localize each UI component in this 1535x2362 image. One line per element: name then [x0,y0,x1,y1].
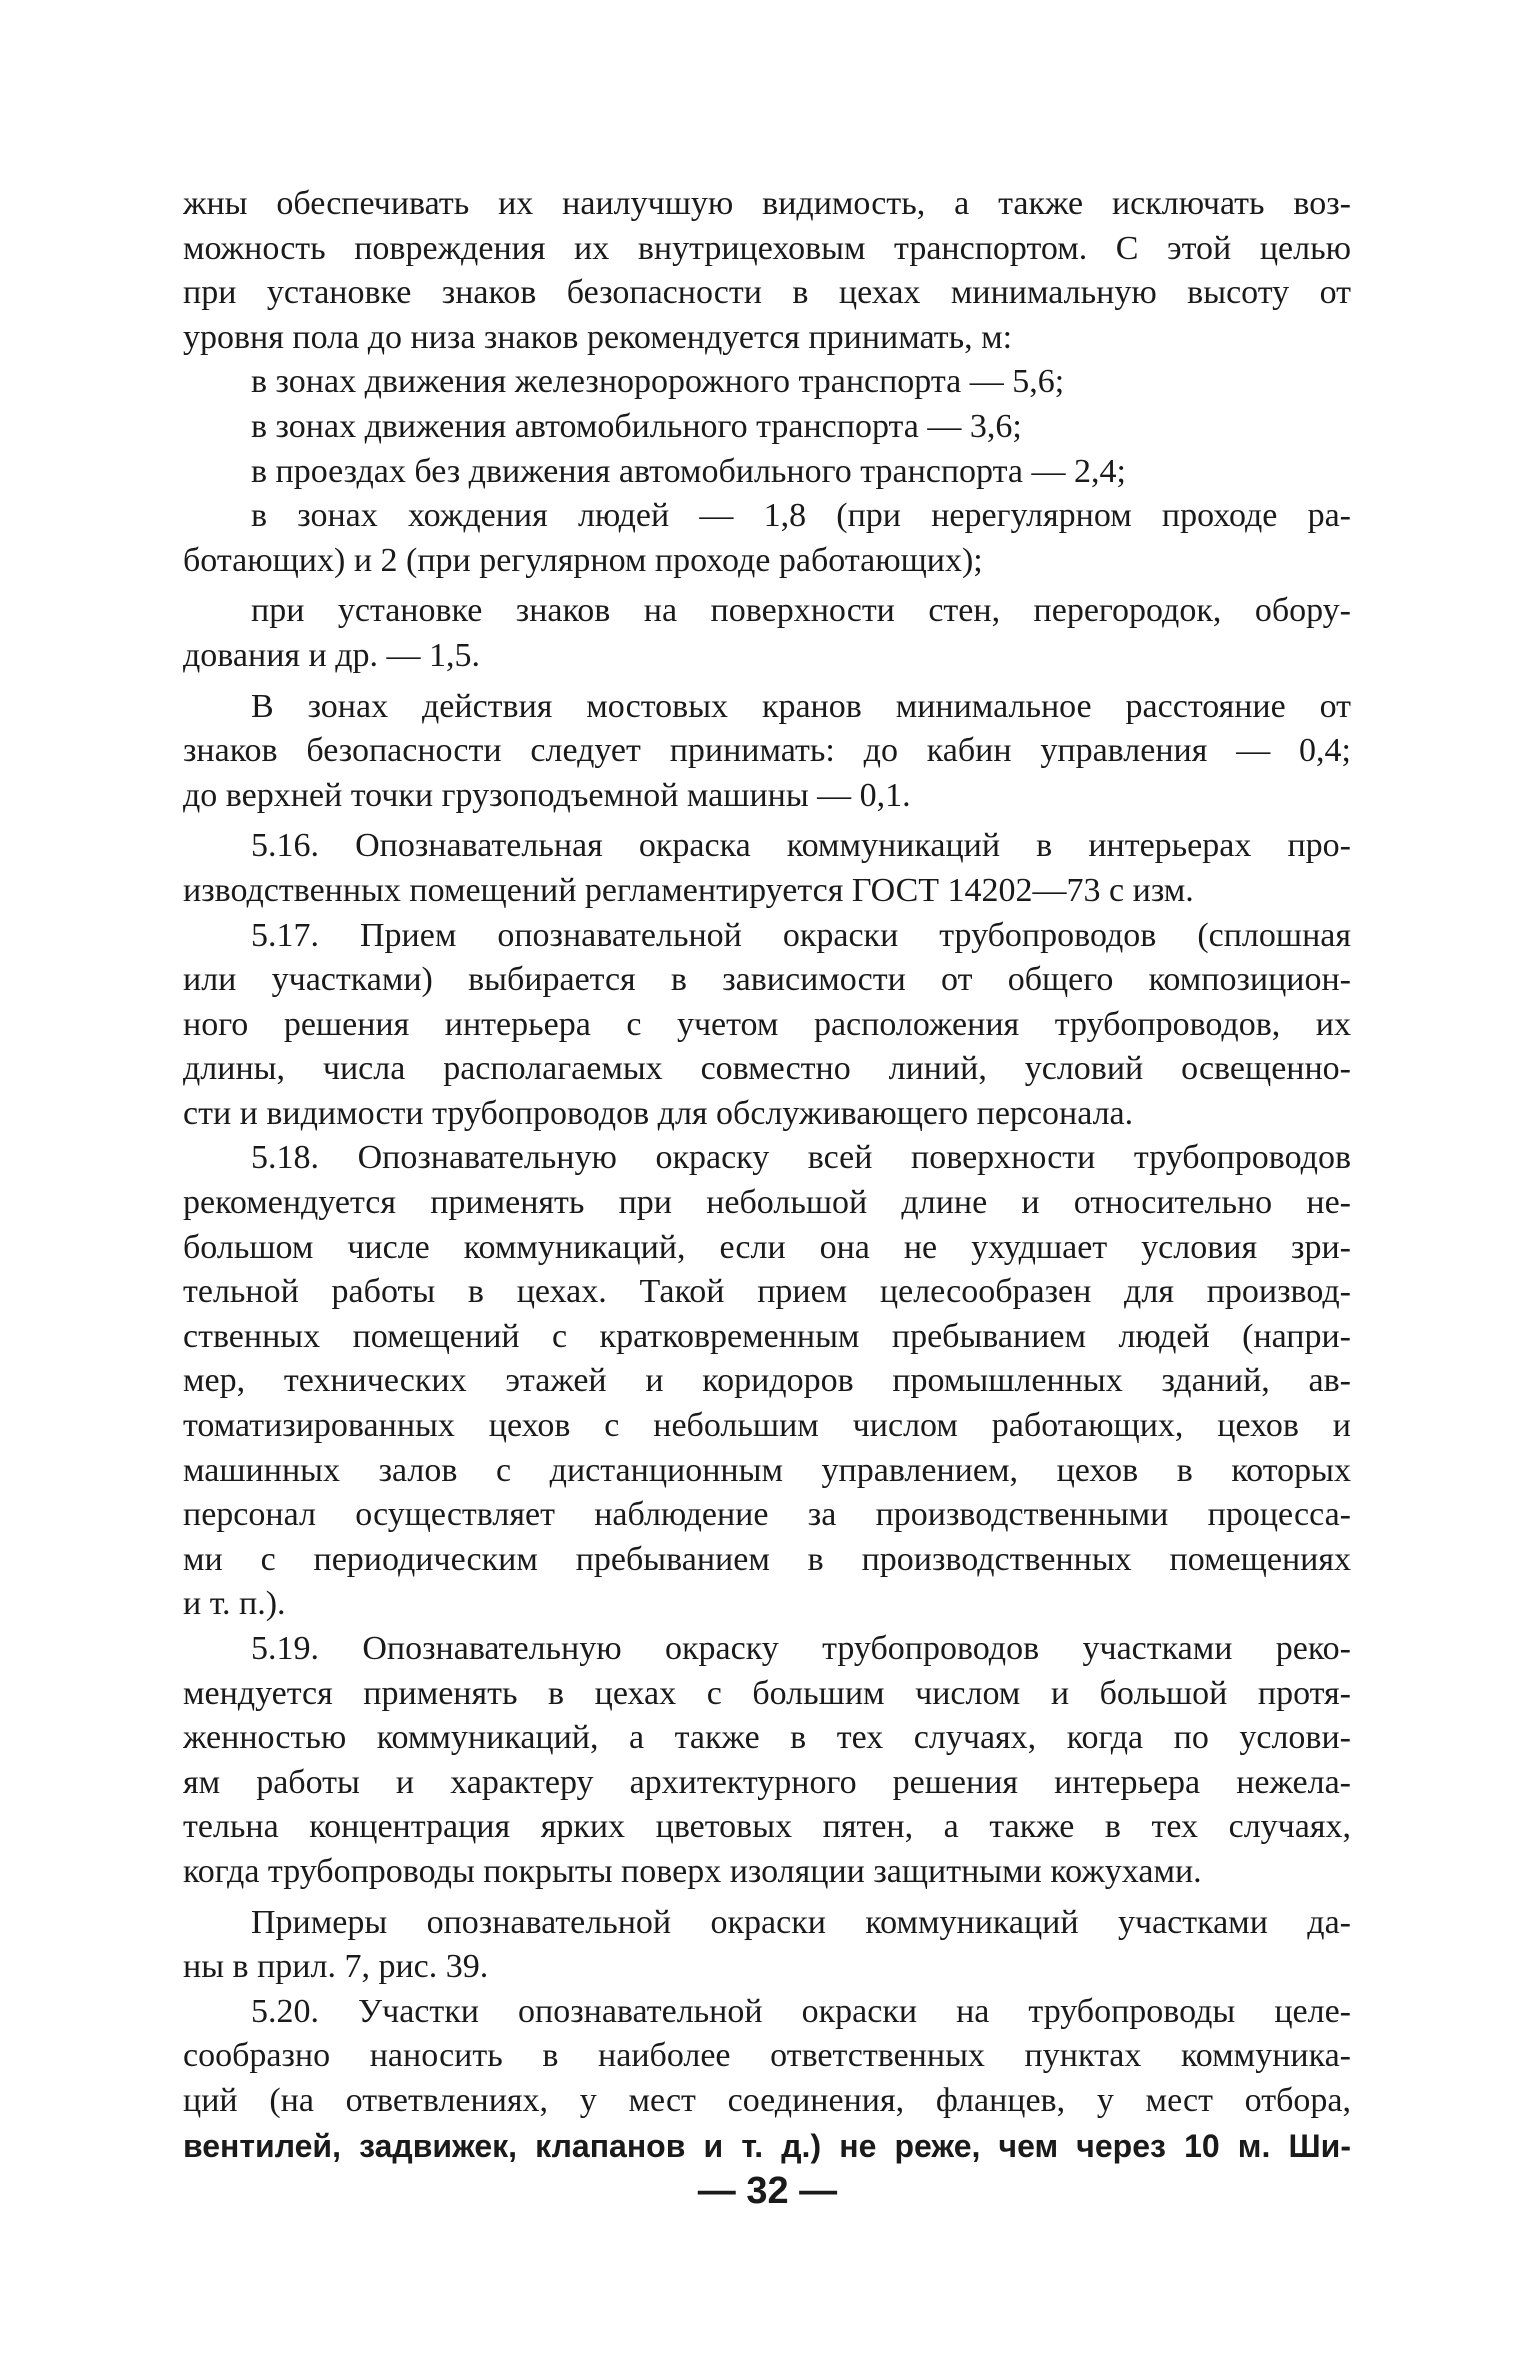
text-line: при установке знаков на поверхности стен, перегородок, обору- [251,592,1351,630]
text-line: можность повреждения их внутрицеховым транспортом. С этой целью [183,229,1351,267]
text-line: ны в прил. 7, рис. 39. [183,1948,489,1986]
text-line: рекомендуется применять при небольшой длине и относительно не- [183,1184,1351,1222]
list-item-walls [183,589,1351,678]
text-line: когда трубопроводы покрыты поверх изоляции защитными кожухами. [183,1852,1202,1890]
text-line: персонал осуществляет наблюдение за производственными процесса- [183,1496,1351,1534]
paragraph-5-17 [183,914,1351,1137]
text-line: или участками) выбирается в зависимости от общего композицион- [183,961,1351,999]
text-line: Примеры опознавательной окраски коммуникаций участками да- [251,1903,1351,1941]
text-line: томатизированных цехов с небольшим числом работающих, цехов и [183,1407,1351,1445]
text-line: женностью коммуникаций, а также в тех случаях, когда по услови- [183,1719,1351,1757]
text-line: 5.16. Опознавательная окраска коммуникаций в интерьерах про- [251,827,1351,865]
text-line: мендуется применять в цехах с большим числом и большой протя- [183,1674,1351,1712]
paragraph-5-16 [183,824,1351,913]
list-item-passage: в проездах без движения автомобильного транспорта — 2,4; [251,452,1126,490]
list-item-walk [183,494,1351,583]
text-line: машинных залов с дистанционным управлением, цехов в которых [183,1451,1351,1489]
text-line: 5.18. Опознавательную окраску всей поверхности трубопроводов [251,1139,1351,1177]
text-line: вентилей, задвижек, клапанов и т. д.) не реже, чем через 10 м. Ши- [183,2127,1351,2164]
paragraph-cranes [183,685,1351,819]
text-line: в зонах хождения людей — 1,8 (при нерегулярном проходе ра- [251,497,1351,535]
text-line: длины, числа располагаемых совместно линий, условий освещенно- [183,1050,1351,1088]
text-line: 5.19. Опознавательную окраску трубопроводов участками реко- [251,1630,1351,1667]
paragraph-examples [183,1901,1351,1990]
text-line: дования и др. — 1,5. [183,636,481,674]
text-line: 5.17. Прием опознавательной окраски трубопроводов (сплошная [251,916,1351,954]
text-line: тельной работы в цехах. Такой прием целесообразен для производ- [183,1273,1351,1311]
text-line: знаков безопасности следует принимать: до кабин управления — 0,4; [183,732,1351,770]
text-line: до верхней точки грузоподъемной машины — 0,1. [183,776,911,814]
text-line: ственных помещений с кратковременным пребыванием людей (напри- [183,1317,1351,1355]
text-line: В зонах действия мостовых кранов минимальное расстояние от [251,687,1351,725]
text-line: при установке знаков безопасности в цехах минимальную высоту от [183,274,1351,312]
text-line: мер, технических этажей и коридоров промышленных зданий, ав- [183,1362,1351,1400]
paragraph-5-18 [183,1136,1351,1627]
document-body [183,182,1351,2168]
page-number: — 32 — [697,2170,838,2212]
text-line: ботающих) и 2 (при регулярном проходе работающих); [183,541,983,579]
paragraph-5-19 [183,1627,1351,1895]
text-line: 5.20. Участки опознавательной окраски на трубопроводы целе- [251,1992,1351,2030]
text-line: тельна концентрация ярких цветовых пятен, а также в тех случаях, [183,1808,1351,1846]
paragraph-5-20 [183,1990,1351,2168]
text-line: ми с периодическим пребыванием в производственных помещениях [183,1540,1351,1578]
text-line: изводственных помещений регламентируется ГОСТ 14202—73 с изм. [183,871,1194,909]
text-line: ям работы и характеру архитектурного решения интерьера нежела- [183,1763,1351,1801]
list-item-auto: в зонах движения автомобильного транспорта — 3,6; [251,407,1022,445]
text-line: ного решения интерьера с учетом расположения трубопроводов, их [183,1005,1351,1043]
list-item-rail: в зонах движения железноророжного транспорта — 5,6; [251,363,1065,401]
text-line: уровня пола до низа знаков рекомендуется принимать, м: [183,318,1013,356]
text-line: жны обеспечивать их наилучшую видимость, а также исключать воз- [183,185,1351,222]
text-line: и т. п.). [183,1585,286,1623]
paragraph-intro [183,182,1351,360]
text-line: ций (на ответвлениях, у мест соединения, фланцев, у мест отбора, [183,2081,1351,2119]
text-line: большом числе коммуникаций, если она не ухудшает условия зри- [183,1228,1351,1266]
text-line: сти и видимости трубопроводов для обслуживающего персонала. [183,1094,1134,1132]
text-line: сообразно наносить в наиболее ответственных пунктах коммуника- [183,2037,1351,2075]
